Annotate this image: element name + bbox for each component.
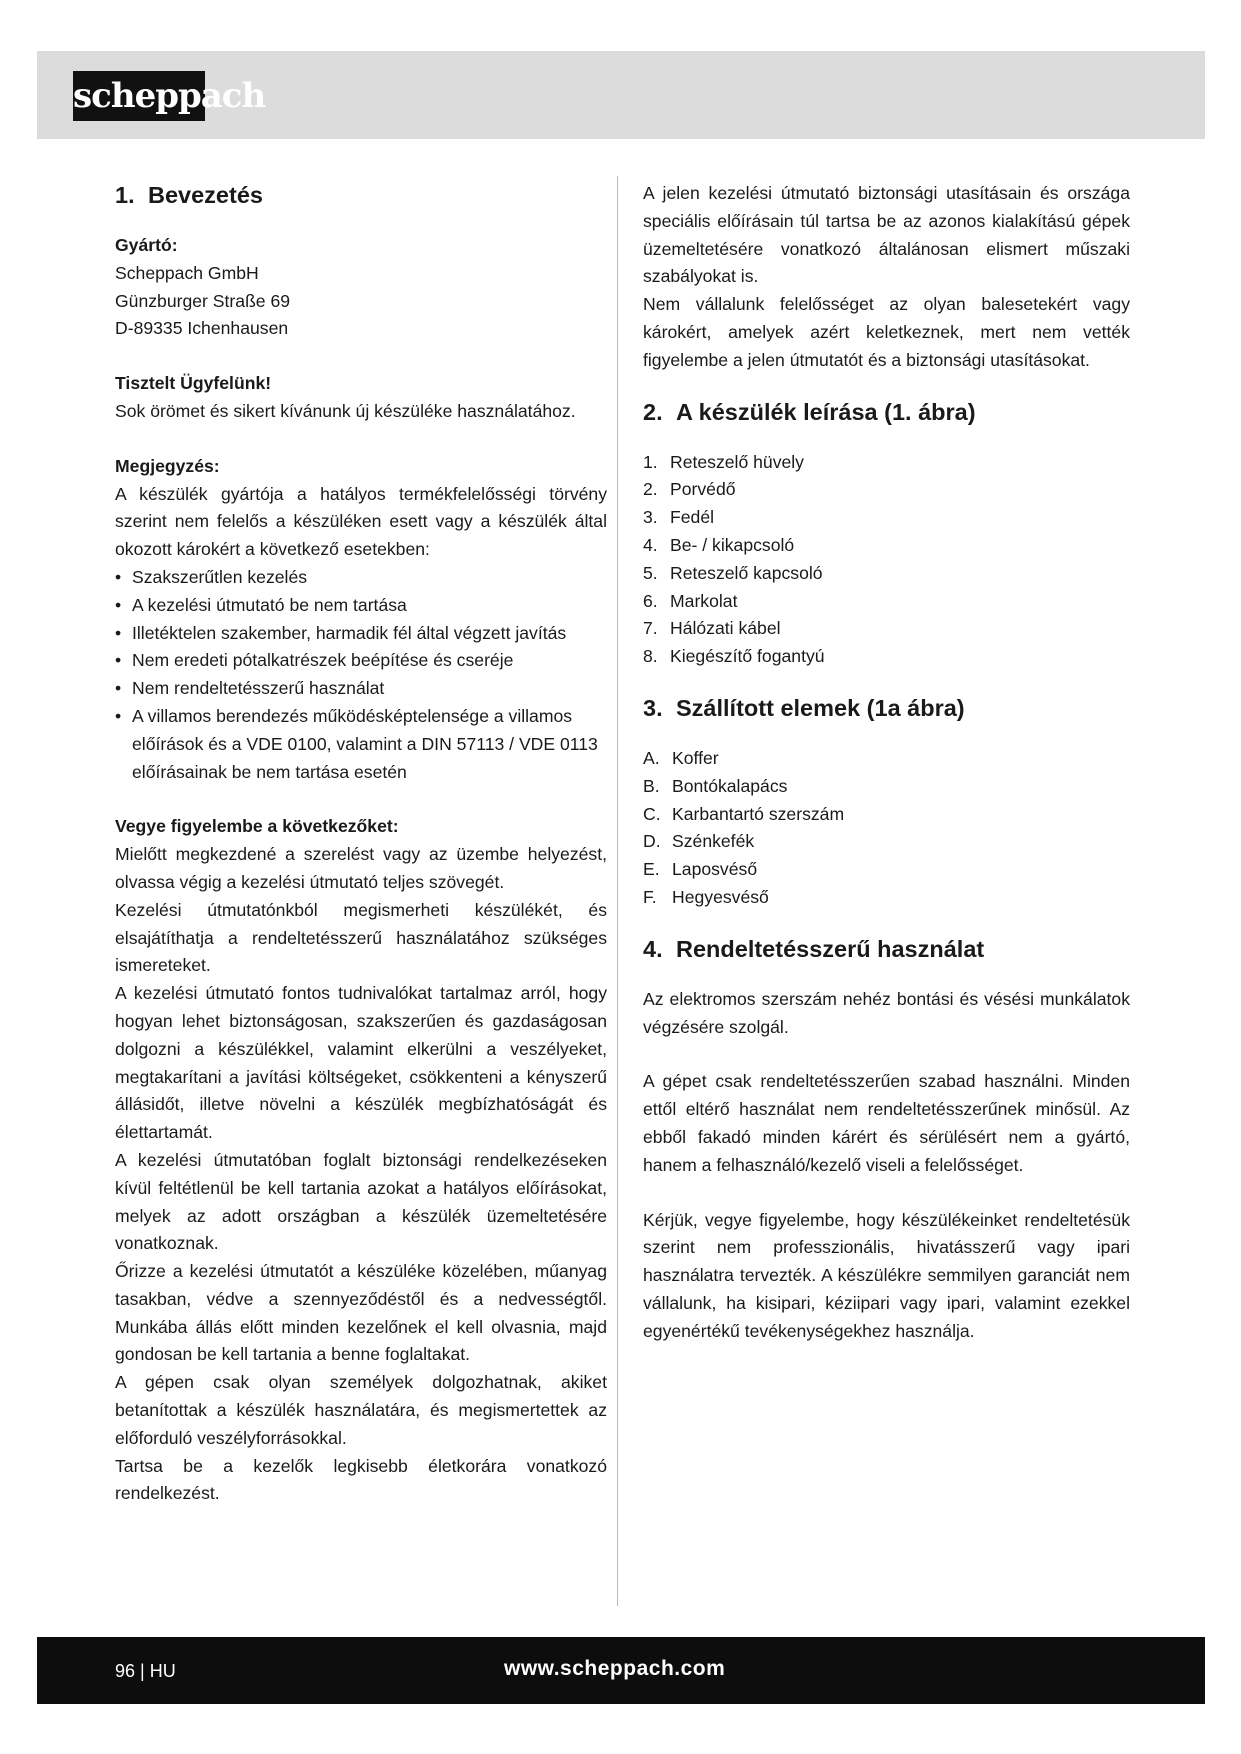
use-paragraph: Kérjük, vegye figyelembe, hogy készülékeinket rendeltetésük szerint nem professzionális, hivatásszerű vagy ipari használatra tervezték. A készülékre semmilyen garanciát nem vállalunk, ha kisipari, kéziipari vagy ipari, valamint ezekkel egyenértékű tevékenységekhez használja. — [643, 1209, 1130, 1341]
note-text: A készülék gyártója a hatályos termékfelelősségi törvény szerint nem felelős a készüléken esett vagy a készülék által okozott károkért a következő esetekben: — [115, 483, 607, 560]
bullet-item: • Nem eredeti pótalkatrészek beépítése és cseréje — [115, 647, 607, 675]
list-item: 6. Markolat — [643, 590, 738, 611]
right-column — [643, 180, 1130, 1346]
column-divider — [617, 176, 618, 1606]
list-item: F. Hegyesvéső — [643, 886, 769, 907]
greeting-title: Tisztelt Ügyfelünk! — [115, 373, 272, 394]
section-1-heading — [115, 180, 607, 210]
bullet-item: • Illetéktelen szakember, harmadik fél által végzett javítás — [115, 620, 607, 648]
section-3-number: 3. — [643, 694, 663, 721]
delivered-items-list — [643, 745, 1130, 912]
bullet-item: • A kezelési útmutató be nem tartása — [115, 592, 607, 620]
manufacturer-line: Günzburger Straße 69 — [115, 290, 291, 311]
manufacturer-line: Scheppach GmbH — [115, 262, 259, 283]
greeting-text: Sok örömet és sikert kívánunk új készüléke használatához. — [115, 400, 576, 421]
bullet-item: • Szakszerűtlen kezelés — [115, 564, 607, 592]
list-item: 4. Be- / kikapcsoló — [643, 534, 795, 555]
page-header — [37, 51, 1205, 139]
consider-paragraph: A kezelési útmutató fontos tudnivalókat tartalmaz arról, hogy hogyan lehet biztonságosan, szakszerűen és gazdaságosan dolgozni a készülékkel, valamint elkerülni a veszélyeket, megtakarítani a javítási költségeket, csökkenteni a kényszerű állásidőt, illetve növelni a készülék megbízhatóságát és élettartamát. — [115, 983, 607, 1143]
consider-paragraph: Tartsa be a kezelők legkisebb életkorára vonatkozó rendelkezést. — [115, 1455, 607, 1504]
list-item: 7. Hálózati kábel — [643, 618, 781, 639]
section-2-heading — [643, 397, 1130, 427]
consider-paragraph: Őrizze a kezelési útmutatót a készüléke közelében, műanyag tasakban, védve a szennyeződéstől és a nedvességtől. Munkába állás előtt minden kezelőnek el kell olvasnia, majd gondosan be kell tartania a benne foglaltakat. — [115, 1261, 607, 1365]
section-4-number: 4. — [643, 935, 663, 962]
list-item: 8. Kiegészítő fogantyú — [643, 646, 825, 667]
list-item: 3. Fedél — [643, 507, 715, 528]
consider-paragraph: Mielőtt megkezdené a szerelést vagy az üzembe helyezést, olvassa végig a kezelési útmutató teljes szövegét. — [115, 844, 607, 892]
section-1-number: 1. — [115, 182, 135, 208]
page-number-label: 96 | HU — [115, 1661, 176, 1681]
list-item: A. Koffer — [643, 747, 719, 768]
section-1-title: Bevezetés — [148, 182, 263, 208]
use-paragraph: A gépet csak rendeltetésszerűen szabad használni. Minden ettől eltérő használat nem rendeltetésszerűnek minősül. Az ebből fakadó minden kárért és sérülésért nem a gyártó, hanem a felhasználó/kezelő viseli a felelősséget. — [643, 1071, 1130, 1175]
list-item: E. Laposvéső — [643, 859, 758, 880]
list-item: D. Szénkefék — [643, 831, 755, 852]
section-3-heading — [643, 693, 1130, 723]
intro-paragraph: A jelen kezelési útmutató biztonsági utasításain és országa speciális előírásain túl tartsa be az azonos kialakítású gépek üzemeltetésére vonatkozó általánosan elismert műszaki szabályokat is. — [643, 183, 1130, 287]
section-2-title: A készülék leírása (1. ábra) — [676, 398, 976, 425]
bullet-item: • A villamos berendezés működésképtelensége a villamos előírások és a VDE 0100, valamint a DIN 57113 / VDE 0113 előírásainak be nem tartása esetén — [115, 703, 607, 786]
website-link[interactable]: www.scheppach.com — [504, 1657, 726, 1680]
consider-paragraph: A gépen csak olyan személyek dolgozhatnak, akiket betanítottak a készülék használatára, és megismertettek az előforduló veszélyforrásokkal. — [115, 1372, 607, 1448]
page-footer — [37, 1637, 1205, 1704]
list-item: 1. Reteszelő hüvely — [643, 451, 804, 472]
consider-paragraph: A kezelési útmutatóban foglalt biztonsági rendelkezéseken kívül feltétlenül be kell tartania azokat a hatályos előírásokat, melyek az adott országban a készülék üzemeltetésére vonatkoznak. — [115, 1149, 607, 1254]
section-2-number: 2. — [643, 398, 663, 425]
consider-title: Vegye figyelembe a következőket: — [115, 816, 399, 837]
consider-paragraph: Kezelési útmutatónkból megismerheti készülékét, és elsajátíthatja a rendeltetésszerű használatához szükséges ismereteket. — [115, 899, 607, 976]
list-item: B. Bontókalapács — [643, 775, 788, 796]
section-3-title: Szállított elemek (1a ábra) — [676, 694, 965, 721]
list-item: 5. Reteszelő kapcsoló — [643, 562, 823, 583]
intro-paragraph: Nem vállalunk felelősséget az olyan balesetekért vagy károkért, amelyek azért keletkeznek, mert nem vették figyelembe a jelen útmutatót és a biztonsági utasításokat. — [643, 294, 1130, 370]
section-4-title: Rendeltetésszerű használat — [676, 935, 985, 962]
manufacturer-label: Gyártó: — [115, 235, 178, 255]
liability-bullet-list — [115, 564, 607, 786]
parts-list — [643, 449, 1130, 671]
list-item: 2. Porvédő — [643, 479, 736, 500]
manufacturer-line: D-89335 Ichenhausen — [115, 318, 289, 339]
note-title: Megjegyzés: — [115, 455, 220, 476]
left-column — [115, 180, 607, 1508]
list-item: C. Karbantartó szerszám — [643, 803, 845, 824]
use-paragraph: Az elektromos szerszám nehéz bontási és vésési munkálatok végzésére szolgál. — [643, 988, 1130, 1037]
scheppach-logo: scheppach — [73, 71, 205, 121]
bullet-item: • Nem rendeltetésszerű használat — [115, 675, 607, 703]
section-4-heading — [643, 934, 1130, 964]
